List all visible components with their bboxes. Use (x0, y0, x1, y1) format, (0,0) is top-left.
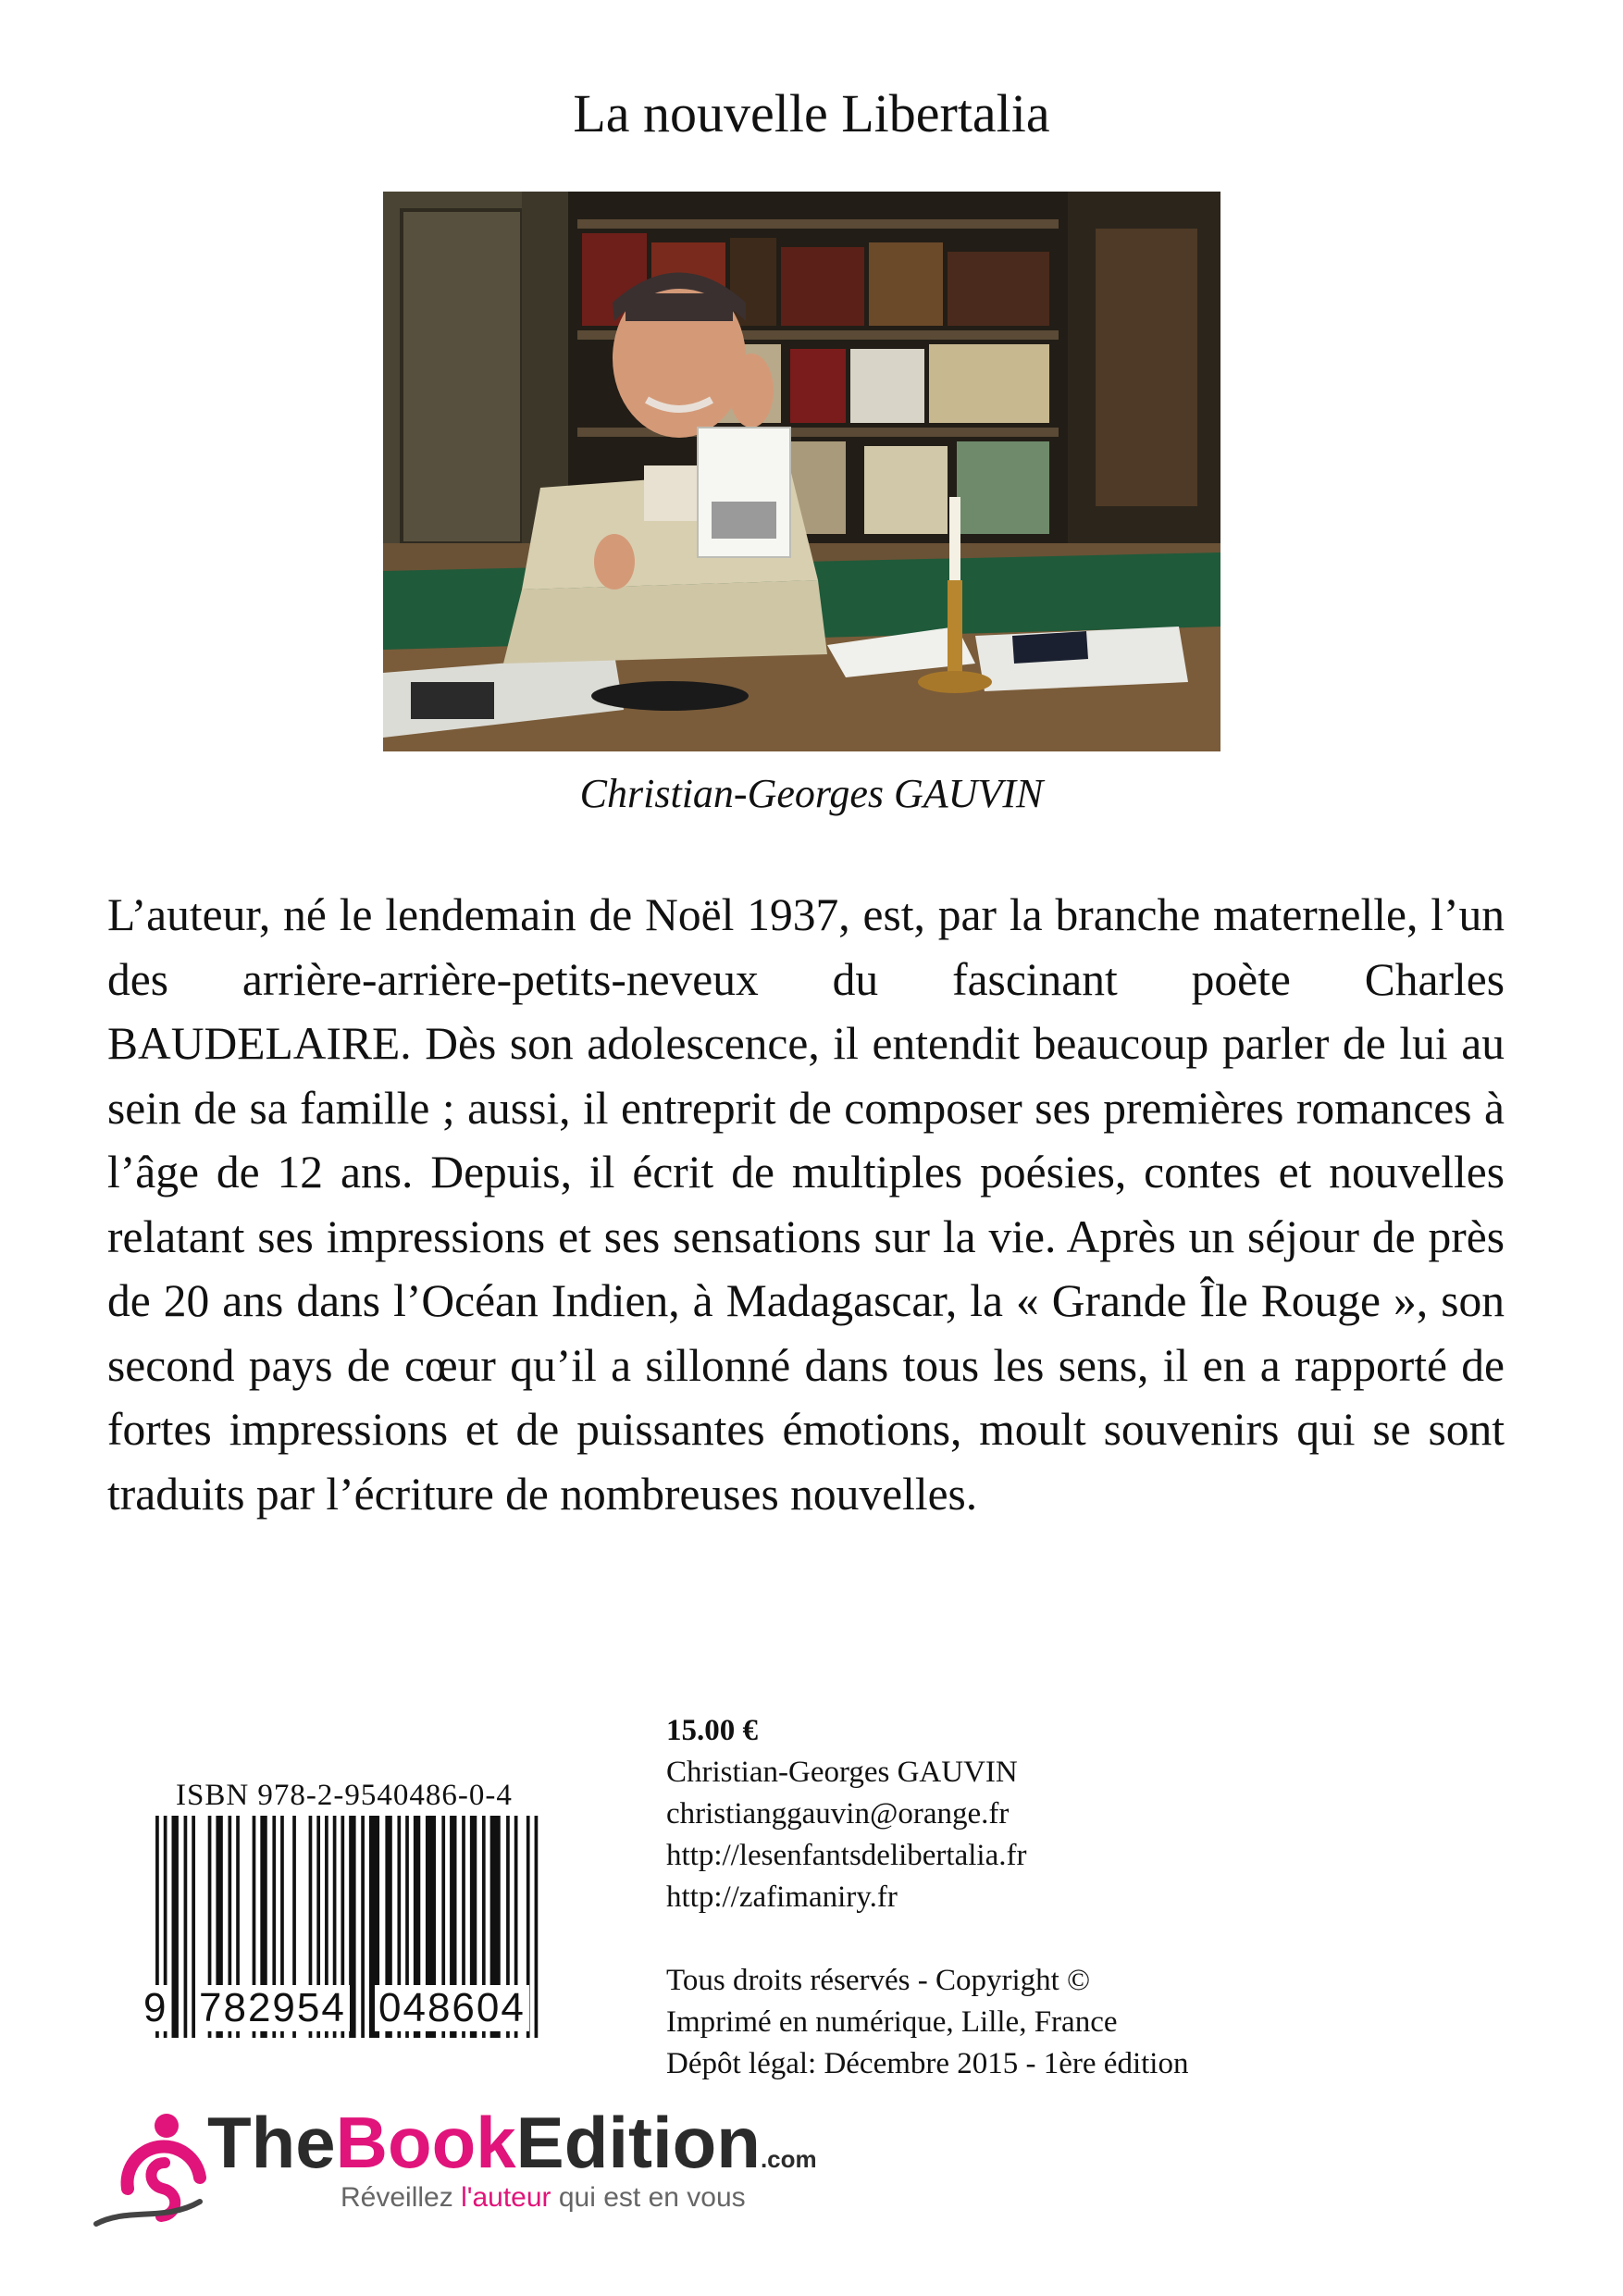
wordmark-edition: Edition (515, 2102, 761, 2183)
author-caption: Christian-Georges GAUVIN (579, 771, 1044, 816)
tagline-pre: Réveillez (341, 2182, 462, 2213)
wordmark-com: .com (760, 2145, 817, 2173)
publisher-logo-icon (91, 2105, 220, 2235)
barcode-digit-first: 9 (140, 1985, 169, 2031)
book-title: La nouvelle Libertalia (573, 83, 1050, 143)
author-biography: L’auteur, né le lendemain de Noël 1937, est, par la branche maternelle, l’un des arrière-arrière-petits-neveux du fascinant poète Charles BAUDELAIRE. Dès son adolescence, il entendit beaucoup parler de lui au sein de sa famille ; aussi, il entreprit de composer ses premières romances à l’âge de 12 ans. Depuis, il écrit de multiples poésies, contes et nouvelles relatant ses impressions et ses sensations sur la vie. Après un séjour de près de 20 ans dans l’Océan Indien, à Madagascar, la « Grande Île Rouge », son second pays de cœur qu’il a sillonné dans tous les sens, il en a rapporté de fortes impressions et de puissantes émotions, moult souvenirs qui se sont traduits par l’écriture de nombreuses nouvelles. (107, 889, 1505, 1520)
isbn-label: ISBN 978-2-9540486-0-4 (176, 1779, 513, 1812)
barcode-digits-left: 782954 (195, 1985, 350, 2031)
website-link-1: http://lesenfantsdelibertalia.fr (666, 1839, 1027, 1872)
wordmark-book: Book (335, 2102, 516, 2183)
publisher-logo (91, 2096, 923, 2244)
price: 15.00 € (666, 1714, 758, 1747)
publisher-tagline (341, 2181, 746, 2215)
rights-notice: Tous droits réservés - Copyright © (666, 1964, 1091, 1997)
wordmark-the: The (207, 2102, 336, 2183)
printing-notice: Imprimé en numérique, Lille, France (666, 2005, 1118, 2039)
author-photo (383, 192, 1220, 751)
author-photo-illustration (383, 192, 1220, 751)
website-link-2: http://zafimaniry.fr (666, 1880, 898, 1914)
barcode-digits (143, 1985, 551, 2041)
barcode-digits-right: 048604 (375, 1985, 529, 2031)
tagline-accent: l'auteur (461, 2182, 551, 2213)
info-author: Christian-Georges GAUVIN (666, 1756, 1018, 1789)
author-email: christianggauvin@orange.fr (666, 1797, 1010, 1831)
publication-info (666, 1710, 1499, 2085)
publisher-wordmark (207, 2096, 817, 2189)
legal-deposit: Dépôt légal: Décembre 2015 - 1ère édition (666, 2047, 1189, 2080)
spacer (666, 1918, 1499, 1960)
tagline-post: qui est en vous (551, 2182, 746, 2213)
